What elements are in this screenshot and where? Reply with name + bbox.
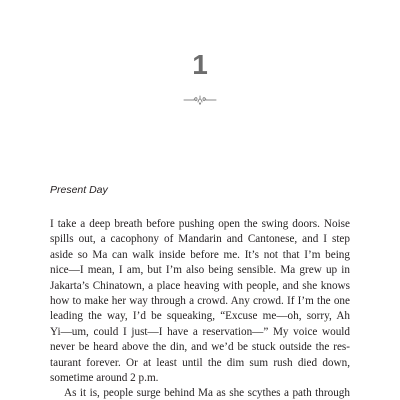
paragraph	[50, 217, 350, 386]
text-line: sometime around 2 p.m.	[50, 371, 159, 384]
text-line: spills out, a cacophony of Mandarin and Cantonese, and I step	[50, 233, 350, 246]
text-line: Yi—um, could I just—I have a reservation—” My voice would	[50, 325, 350, 338]
text-line: As it is, people surge behind Ma as she scythes a path through	[64, 387, 350, 400]
section-label: Present Day	[50, 184, 108, 196]
paragraph	[50, 386, 350, 400]
text-line: aside so Ma can walk inside before me. It’s not that I’m being	[50, 248, 350, 261]
text-line: never be heard above the din, and we’d be stuck outside the res-	[50, 341, 350, 354]
text-line: nice—I mean, I am, but I’m also being sensible. Ma grew up in	[50, 264, 350, 277]
chapter-number: 1	[192, 49, 208, 80]
text-line: Jakarta’s Chinatown, a place heaving with people, and she knows	[50, 279, 350, 292]
body-text	[50, 217, 350, 400]
flourish-ornament-icon	[182, 94, 218, 106]
text-line: how to make her way through a crowd. Any crowd. If I’m the one	[50, 294, 350, 307]
text-line: I take a deep breath before pushing open the swing doors. Noise	[50, 218, 350, 230]
text-line: leading the way, I’d be squeaking, “Excuse me—oh, sorry, Ah	[50, 310, 350, 323]
text-line: taurant forever. Or at least until the dim sum rush died down,	[50, 356, 350, 369]
